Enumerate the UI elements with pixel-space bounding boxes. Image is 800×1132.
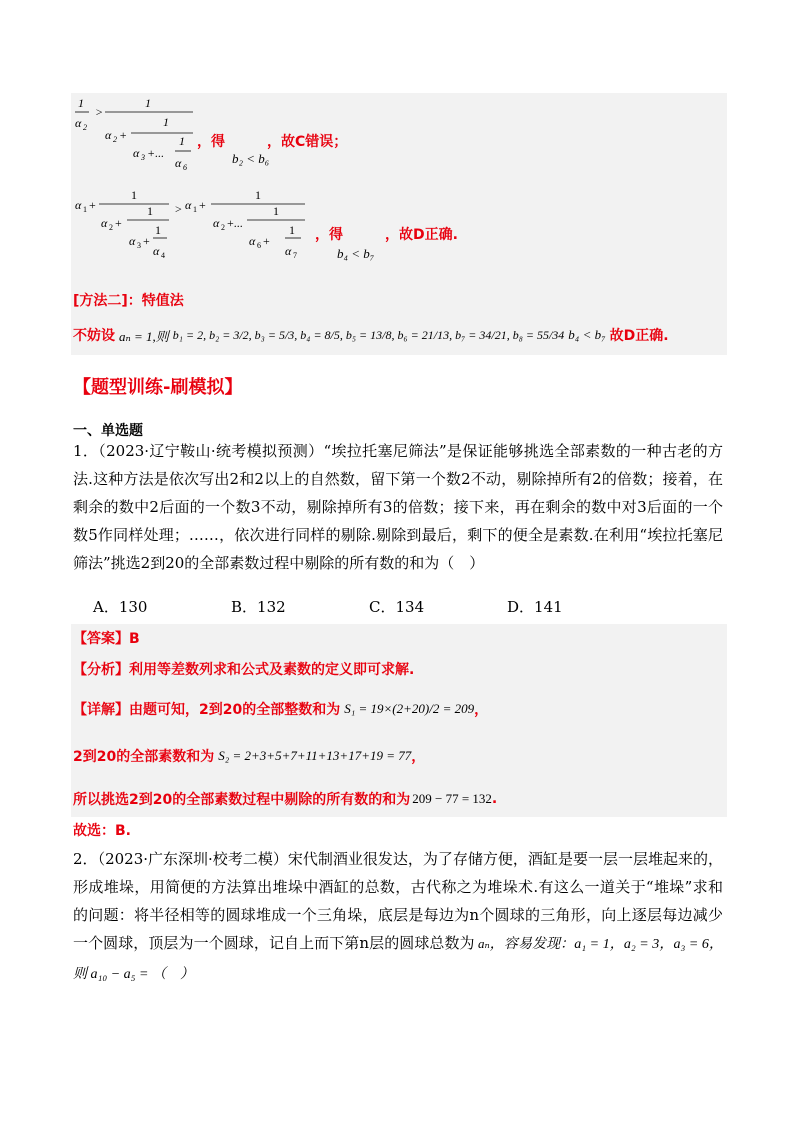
method2-line <box>73 315 669 355</box>
svg-text:6: 6 <box>183 163 187 172</box>
svg-text:1: 1 <box>155 223 161 237</box>
svg-text:α: α <box>213 216 220 230</box>
svg-text:3: 3 <box>137 241 141 250</box>
svg-text:α: α <box>75 198 82 212</box>
continued-fraction-1 <box>75 97 205 181</box>
line2-conclusion: ，得 ，故D正确. <box>315 227 458 243</box>
question-2-text: 宋代制酒业很发达，为了存储方便，酒缸是要一层一层堆起来的，形成堆垛，用简便的方法算出堆垛中酒缸的总数，古代称之为堆垛术.有这么一道关于“堆垛”求和的问题：将半径相等的圆球堆成一个三角垛，底层是每边为n个圆球的三角形，向上逐层每边减少一个圆球，顶层为一个圆球，记自上而下第n层的圆球总数为 <box>73 850 723 952</box>
svg-text:2: 2 <box>83 123 87 132</box>
svg-text:α: α <box>249 234 256 248</box>
method2-values: b₁ = 2, b₂ = 3/2, b₃ = 5/3, b₄ = 8/5, b₅ = 13/8, b₆ = 21/13, b₇ = 34/21, b₈ = 55/34 <box>172 327 565 342</box>
detail-line-1: 【详解】由题可知，2到20的全部整数和为 S₁ = 19×(2+20)/2 = 209 ， <box>73 701 489 718</box>
svg-text:+: + <box>263 234 270 248</box>
option-a[interactable]: A．130 <box>93 598 148 616</box>
question-1-number: 1． <box>73 442 99 460</box>
continued-fraction-2 <box>75 185 315 269</box>
svg-text:1: 1 <box>273 204 279 218</box>
question-2-source: （2023·广东深圳·校考二模） <box>97 850 288 868</box>
question-1-options <box>93 596 653 617</box>
question-2-tail: ，容易发现：a₁ = 1，a₂ = 3，a₃ = 6，则 a₁₀ − a₅ = （ ） <box>73 937 723 982</box>
svg-text:1: 1 <box>163 115 169 129</box>
svg-text:+: + <box>115 216 122 230</box>
method2-condition: aₙ = 1,则 <box>119 328 169 344</box>
svg-text:1: 1 <box>145 96 151 110</box>
svg-text:1: 1 <box>179 134 185 148</box>
svg-text:1: 1 <box>147 204 153 218</box>
final-choice: 故选：B. <box>73 823 131 839</box>
detail-formula-1: S₁ = 19×(2+20)/2 = 209 <box>344 701 475 716</box>
method2-prefix: 不妨设 <box>73 328 115 344</box>
svg-text:1: 1 <box>193 205 197 214</box>
answer-label: 【答案】B <box>73 631 140 647</box>
svg-text:1: 1 <box>83 205 87 214</box>
svg-text:α: α <box>175 156 182 170</box>
analysis-label: 【分析】利用等差数列求和公式及素数的定义即可求解. <box>73 662 415 678</box>
svg-text:2: 2 <box>113 135 117 144</box>
svg-text:α: α <box>129 234 136 248</box>
svg-text:+: + <box>199 198 206 212</box>
svg-text:>: > <box>175 202 182 216</box>
svg-text:4: 4 <box>161 251 165 260</box>
svg-text:α: α <box>285 244 292 258</box>
detail-prefix: 【详解】由题可知，2到20的全部整数和为 <box>73 702 341 718</box>
svg-text:α: α <box>101 216 108 230</box>
method2-suffix: 故D正确. <box>609 328 669 344</box>
svg-text:+: + <box>119 128 128 142</box>
svg-text:7: 7 <box>293 251 297 260</box>
svg-text:+...: +... <box>147 146 165 160</box>
svg-text:6: 6 <box>257 241 261 250</box>
svg-text:α: α <box>105 128 112 142</box>
svg-text:α: α <box>185 198 192 212</box>
svg-text:3: 3 <box>141 153 145 162</box>
line1-conclusion: ，得 ，故C错误； <box>197 134 348 150</box>
question-2: 2．（2023·广东深圳·校考二模）宋代制酒业很发达，为了存储方便，酒缸是要一层一层堆起来的，形成堆垛，用简便的方法算出堆垛中酒缸的总数，古代称之为堆垛术.有这么一道关于“堆垛”求和的问题：将半径相等的圆球堆成一个三角垛，底层是每边为n个圆球的三角形，向上逐层每边减少一个圆球，顶层为一个圆球，记自上而下第n层的圆球总数为 aₙ，容易发现：a₁ = 1，a₂ = 3，a₃ = 6，则 a₁₀ − a₅ = （ ） <box>73 850 723 982</box>
detail-formula-3: 209 − 77 = 132 <box>412 791 492 806</box>
option-d[interactable]: D．141 <box>507 598 563 616</box>
question-2-number: 2． <box>73 850 98 868</box>
line1-inequality: b₂ < b₆ <box>232 151 270 166</box>
svg-text:2: 2 <box>221 223 225 232</box>
option-b[interactable]: B．132 <box>231 598 286 616</box>
question-1 <box>73 437 723 577</box>
svg-text:1: 1 <box>255 188 261 202</box>
detail-line-2: 2到20的全部素数和为 S₂ = 2+3+5+7+11+13+17+19 = 77 ， <box>73 748 426 765</box>
svg-text:α: α <box>75 116 82 130</box>
option-c[interactable]: C．134 <box>369 598 425 616</box>
svg-text:1: 1 <box>78 96 84 110</box>
question-1-source: （2023·辽宁鞍山·统考模拟预测） <box>98 442 324 460</box>
method2-inequality: b₄ < b₇ <box>568 327 606 342</box>
svg-text:+: + <box>143 234 150 248</box>
detail-line-3-prefix: 所以挑选2到20的全部素数过程中剔除的所有数的和为 <box>73 792 411 808</box>
question-1-text: “埃拉托塞尼筛法”是保证能够挑选全部素数的一种古老的方法.这种方法是依次写出2和2以上的自然数，留下第一个数2不动，剔除掉所有2的倍数；接着，在剩余的数中2后面的一个数3不动，剔除掉所有3的倍数；接下来，再在剩余的数中对3后面的一个数5作同样处理；……，依次进行同样的剔除.剔除到最后，剩下的便全是素数.在利用“埃拉托塞尼筛法”挑选2到20的全部素数过程中剔除的所有数的和为（ ） <box>73 442 724 572</box>
detail-formula-2: S₂ = 2+3+5+7+11+13+17+19 = 77 <box>218 748 412 763</box>
svg-text:2: 2 <box>109 223 113 232</box>
svg-text:1: 1 <box>289 223 295 237</box>
detail-line-3: 所以挑选2到20的全部素数过程中剔除的所有数的和为 209 − 77 = 132 . <box>73 791 498 808</box>
detail-line-2-prefix: 2到20的全部素数和为 <box>73 749 215 765</box>
line2-inequality: b₄ < b₇ <box>337 246 375 261</box>
method2-title: [方法二]：特值法 <box>73 293 184 309</box>
svg-text:+: + <box>89 198 96 212</box>
svg-text:>: > <box>95 105 104 119</box>
svg-text:α: α <box>153 244 160 258</box>
svg-text:1: 1 <box>131 188 137 202</box>
svg-text:α: α <box>133 146 140 160</box>
subsection-title: 一、单选题 <box>73 423 143 439</box>
svg-text:+...: +... <box>227 216 243 230</box>
section-title: 【题型训练-刷模拟】 <box>73 377 243 398</box>
